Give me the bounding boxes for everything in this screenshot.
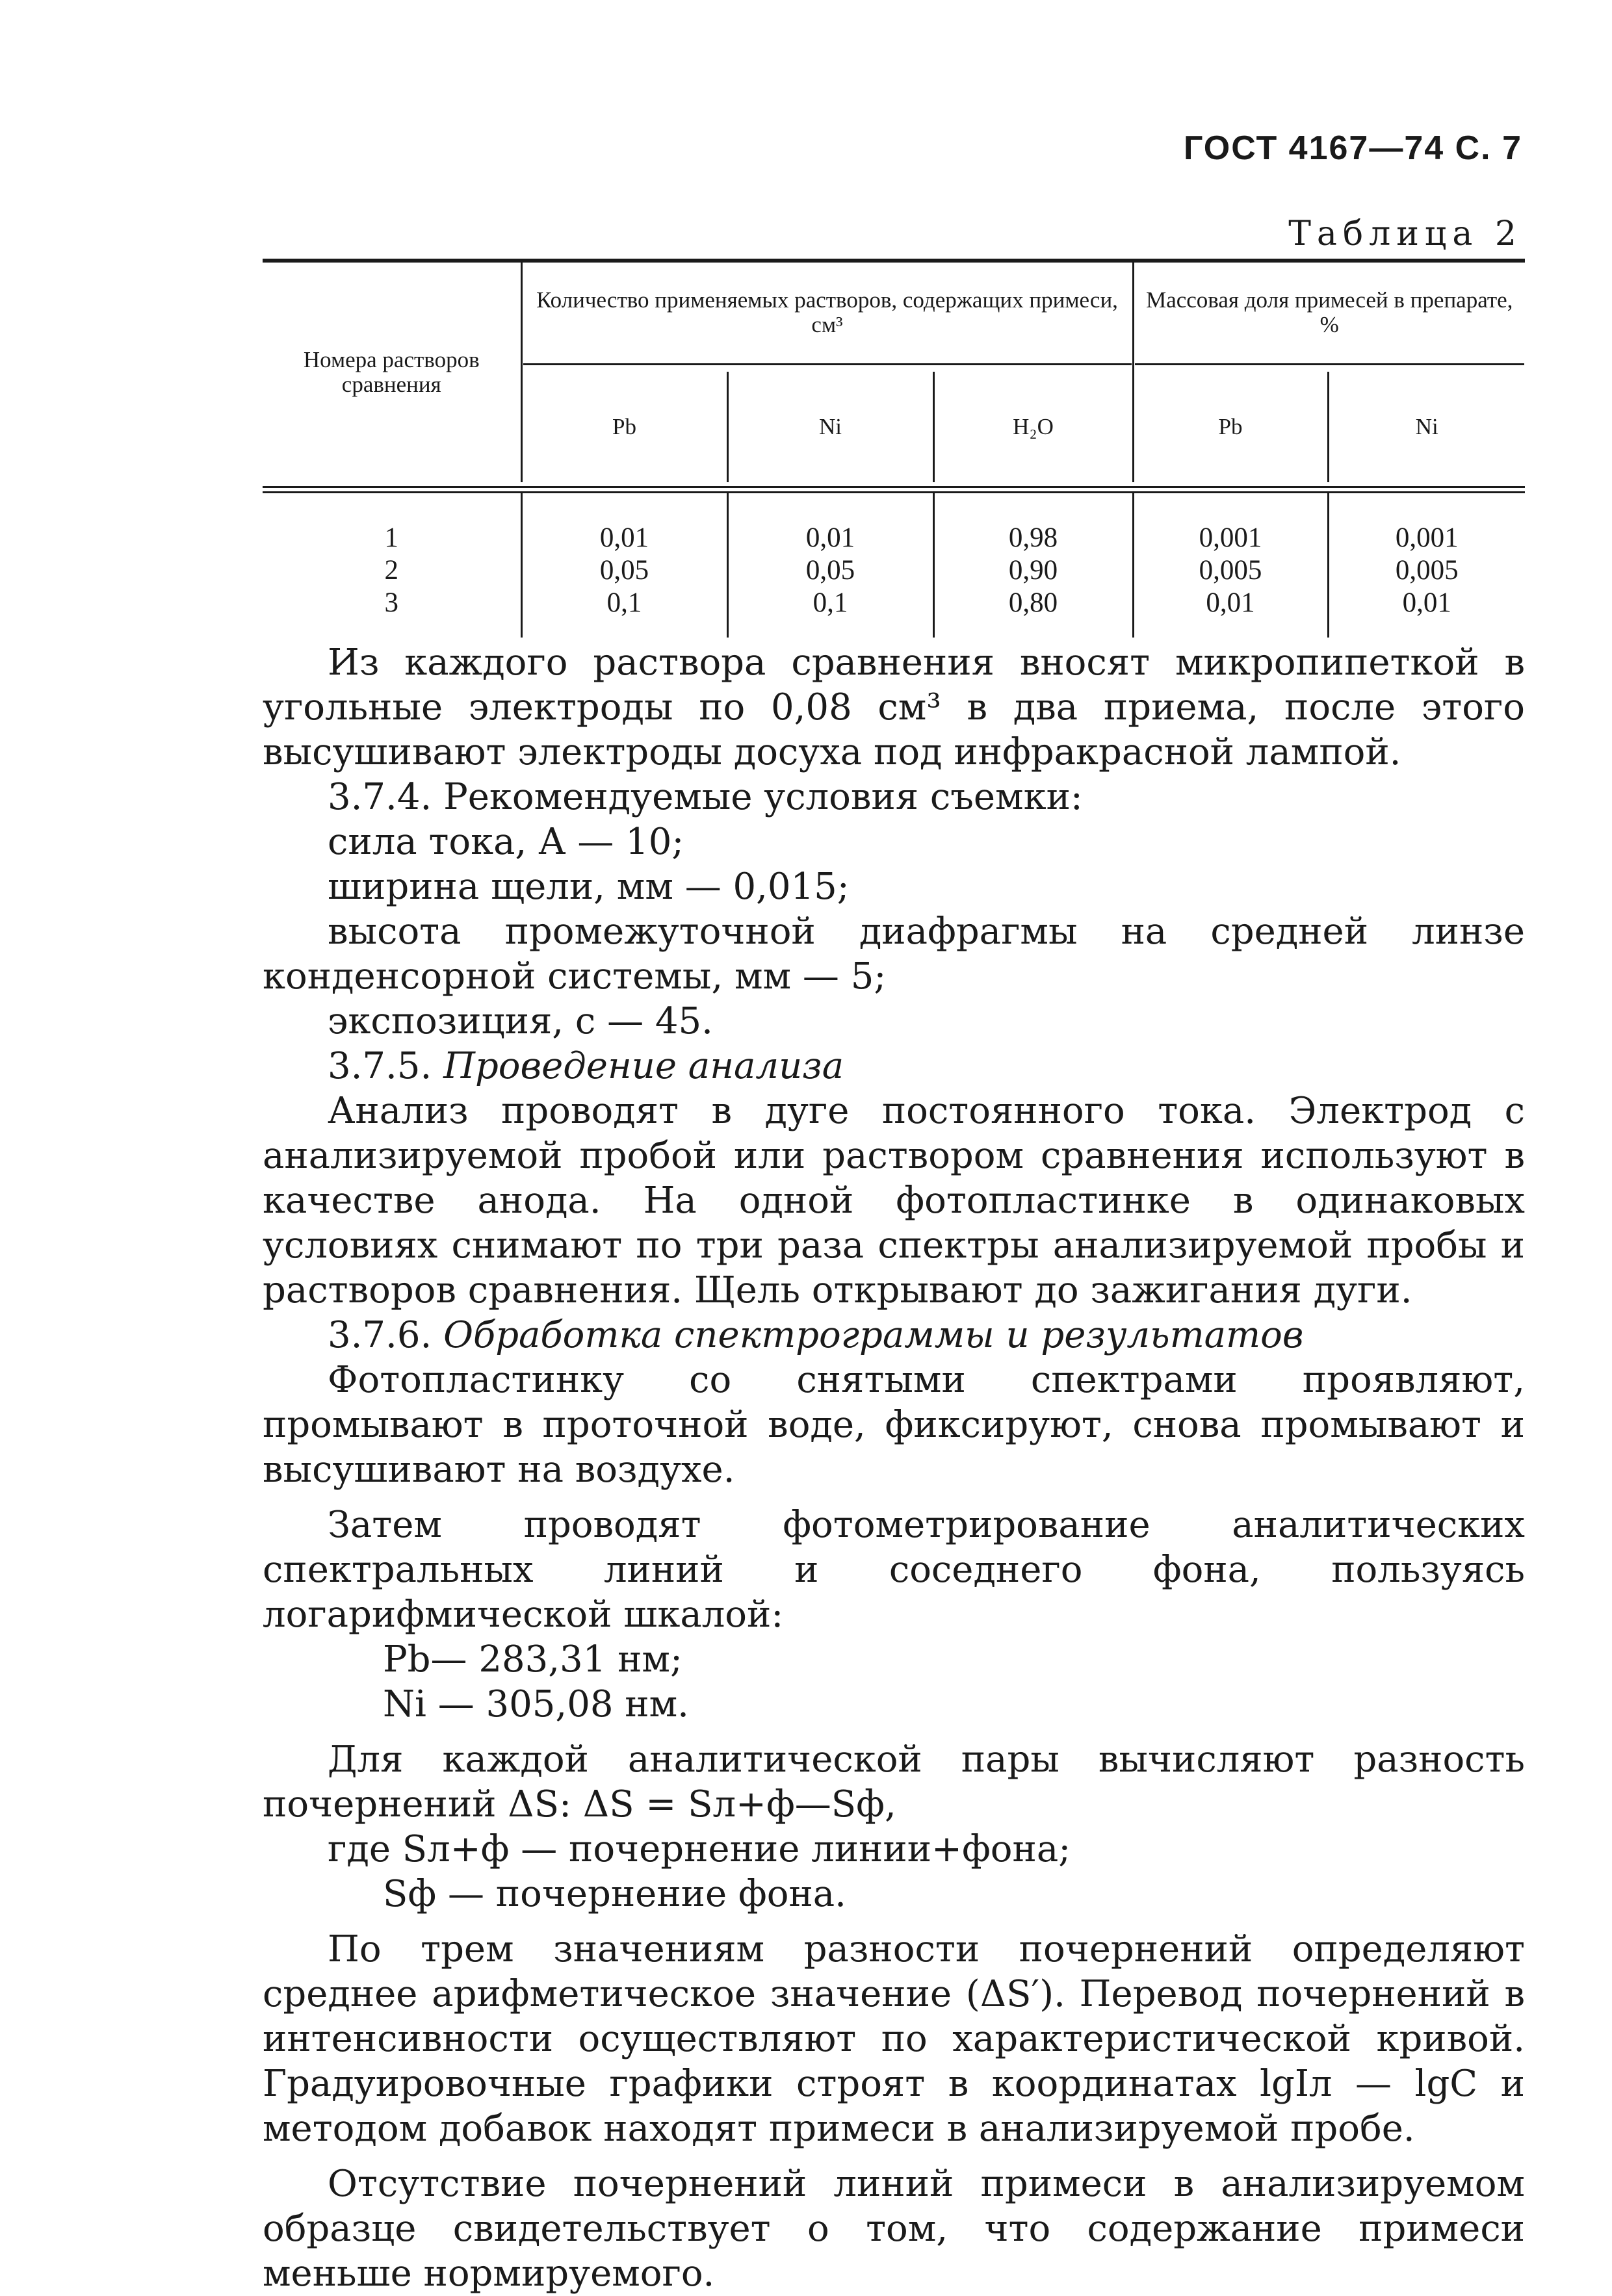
col-pb-fraction: 0,001 0,005 0,01 (1133, 493, 1328, 638)
paragraph: По трем значениям разности почернений определяют среднее арифметическое значение (ΔS′). Перевод почернений в интенсивности осуществляют по характеристической кривой. Градуировочные графики строят в координатах lgIл — lgC и методом добавок находят примеси в анализируемой пробе. (263, 1928, 1525, 2150)
section-3-7-4: 3.7.4. Рекомендуемые условия съемки: (328, 776, 1083, 818)
table-2 (263, 259, 1525, 638)
section-title: Проведение анализа (443, 1045, 844, 1087)
running-header: ГОСТ 4167—74 С. 7 (1183, 129, 1522, 167)
data-table (263, 263, 1525, 638)
header-solution-numbers: Номера растворов сравнения (303, 347, 480, 397)
formula-where-1: где Sл+ф — почернение линии+фона; (328, 1828, 1071, 1870)
table-caption: Таблица 2 (1288, 214, 1522, 253)
paragraph-formula: Для каждой аналитической пары вычисляют разность почернений ΔS: ΔS = Sл+ф—Sф, (263, 1738, 1525, 1825)
spectral-line-pb: Pb— 283,31 нм; (383, 1638, 682, 1681)
paragraph: Из каждого раствора сравнения вносят микропипеткой в угольные электроды по 0,08 см³ в два приема, после этого высушивают электроды досуха под инфракрасной лампой. (263, 641, 1525, 773)
header-mass-fraction: Массовая доля примесей в препарате, % (1133, 263, 1525, 372)
subheader-pb-fraction: Pb (1133, 372, 1328, 482)
section-number: 3.7.6. (328, 1314, 432, 1356)
condition-exposure: экспозиция, с — 45. (328, 1000, 713, 1042)
formula-where-2: Sф — почернение фона. (383, 1873, 846, 1915)
col-solution-number: 1 2 3 (384, 522, 398, 618)
paragraph: Фотопластинку со снятыми спектрами проявляют, промывают в проточной воде, фиксируют, снова промывают и высушивают на воздухе. (263, 1359, 1525, 1491)
paragraph: Затем проводят фотометрирование аналитических спектральных линий и соседнего фона, пользуясь логарифмической шкалой: (263, 1504, 1525, 1636)
paragraph: Отсутствие почернений линий примеси в анализируемом образце свидетельствует о том, что содержание примеси меньше нормируемого. (263, 2163, 1525, 2295)
section-3-7-5-heading (263, 1044, 1525, 1089)
col-ni-fraction: 0,001 0,005 0,01 (1328, 493, 1525, 638)
section-number: 3.7.5. (328, 1045, 432, 1087)
header-double-rule (263, 486, 1525, 493)
document-body (263, 640, 1525, 2296)
header-solution-quantity: Количество применяемых растворов, содержащих примеси, см³ (521, 263, 1133, 372)
condition-slit-width: ширина щели, мм — 0,015; (328, 866, 850, 908)
condition-diaphragm-height: высота промежуточной диафрагмы на средней линзе конденсорной системы, мм — 5; (263, 910, 1525, 998)
col-ni-volume: 0,01 0,05 0,1 (727, 493, 933, 638)
subheader-ni-fraction: Ni (1328, 372, 1525, 482)
condition-current: сила тока, А — 10; (328, 821, 684, 863)
col-pb-volume: 0,01 0,05 0,1 (521, 493, 727, 638)
section-3-7-6-heading (263, 1313, 1525, 1358)
spectral-line-ni: Ni — 305,08 нм. (383, 1683, 689, 1725)
subheader-pb-volume: Pb (521, 372, 727, 482)
table-body-row (263, 493, 1525, 638)
subheader-h2o-volume: H₂O (933, 372, 1133, 482)
col-h2o-volume: 0,98 0,90 0,80 (933, 493, 1133, 638)
paragraph: Анализ проводят в дуге постоянного тока. Электрод с анализируемой пробой или раствором сравнения используют в качестве анода. На одной фотопластинке в одинаковых условиях снимают по три раза спектры анализируемой пробы и растворов сравнения. Щель открывают до зажигания дуги. (263, 1090, 1525, 1311)
subheader-ni-volume: Ni (727, 372, 933, 482)
section-title: Обработка спектрограммы и результатов (443, 1314, 1304, 1356)
